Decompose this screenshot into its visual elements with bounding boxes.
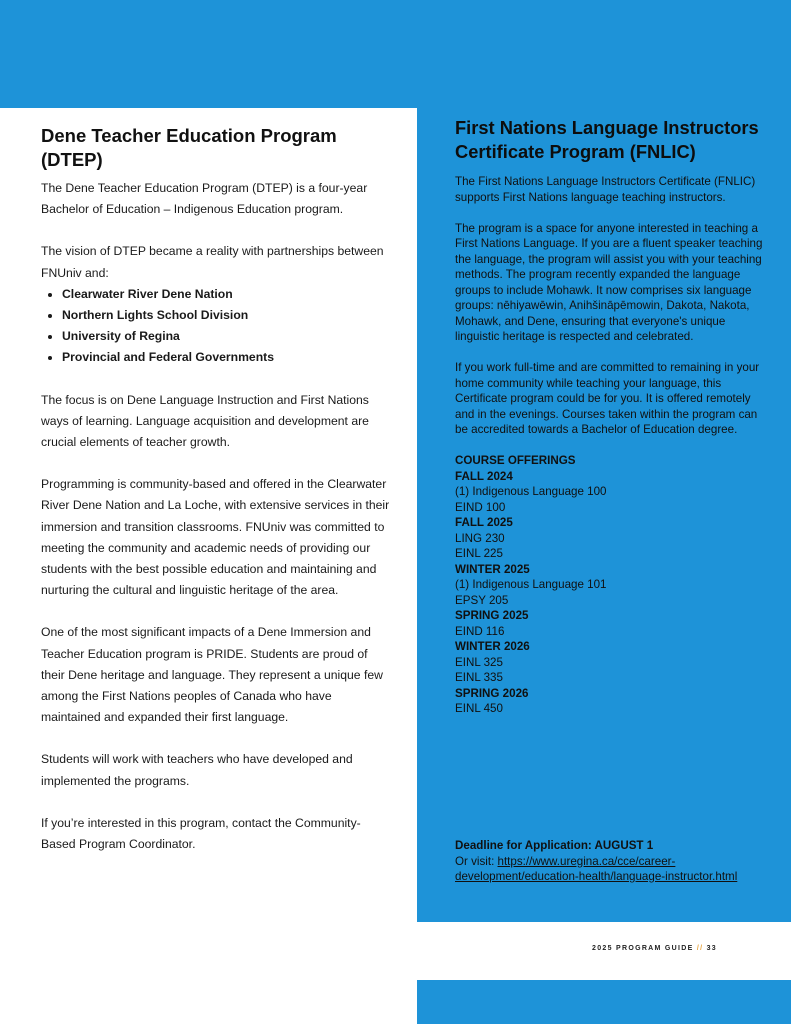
course-item: EINL 325 [455, 655, 503, 669]
program-link[interactable]: https://www.uregina.ca/cce/career-development/education-health/language-instructor.html [455, 854, 738, 883]
dtep-intro: The Dene Teacher Education Program (DTEP) is a four-year Bachelor of Education – Indigenous Education program. [41, 181, 368, 217]
course-item: EIND 100 [455, 500, 506, 514]
fnlic-title: First Nations Language Instructors Certificate Program (FNLIC) [455, 117, 759, 162]
footer-slashes: // [696, 945, 704, 952]
course-item: EPSY 205 [455, 593, 509, 607]
term-heading: SPRING 2025 [455, 609, 529, 622]
footer-guide-label: 2025 PROGRAM GUIDE [592, 945, 694, 952]
course-item: LING 230 [455, 531, 505, 545]
fnlic-eligibility: If you work full-time and are committed to remaining in your home community while teaching your language, this Certificate program could be for you. It is offered remotely and in the evenings. Courses taken within the program can be accredited towards a Bachelor of Education degree. [455, 361, 760, 436]
course-offerings-heading: COURSE OFFERINGS [455, 454, 576, 467]
deadline-text: Deadline for Application: AUGUST 1 [455, 839, 654, 852]
fnlic-section [455, 116, 767, 717]
course-item: (1) Indigenous Language 100 [455, 485, 607, 498]
dtep-section [41, 124, 393, 876]
dtep-programming: Programming is community-based and offered in the Clearwater River Dene Nation and La Loche, with extensive services in their immersion and transition classrooms. FNUniv was committed to meeting the community and academic needs of providing our students with the best possible education and maintaining and nurturing the cultural and linguistic heritage of the area. [41, 477, 390, 598]
dtep-title: Dene Teacher Education Program (DTEP) [41, 125, 337, 170]
list-item: • Northern Lights School Division [62, 305, 393, 326]
dtep-teachers: Students will work with teachers who have developed and implemented the programs. [41, 752, 353, 788]
fnlic-intro: The First Nations Language Instructors Certificate (FNLIC) supports First Nations language teaching instructors. [455, 175, 756, 204]
footer-band [417, 980, 791, 1024]
visit-prefix: Or visit: [455, 854, 498, 868]
list-item: • Provincial and Federal Governments [62, 347, 393, 368]
course-item: (1) Indigenous Language 101 [455, 578, 607, 591]
dtep-impact: One of the most significant impacts of a Dene Immersion and Teacher Education program is PRIDE. Students are proud of their Dene heritage and language. They represent a unique few among the First Nations peoples of Canada who have maintained and expanded their first language. [41, 625, 383, 725]
list-item: • University of Regina [62, 326, 393, 347]
course-offerings [455, 453, 767, 717]
dtep-vision: The vision of DTEP became a reality with partnerships between FNUniv and: [41, 244, 384, 280]
course-item: EINL 335 [455, 671, 503, 684]
course-item: EINL 450 [455, 702, 503, 715]
page-footer [592, 945, 717, 952]
partner-list [41, 284, 393, 369]
term-heading: FALL 2025 [455, 516, 513, 529]
course-item: EIND 116 [455, 624, 505, 638]
page-number: 33 [706, 945, 717, 952]
term-heading: WINTER 2026 [455, 640, 530, 653]
dtep-contact: If you’re interested in this program, contact the Community-Based Program Coordinator. [41, 815, 361, 852]
term-heading: FALL 2024 [455, 469, 513, 483]
deadline-block [455, 838, 767, 885]
list-item: • Clearwater River Dene Nation [62, 284, 393, 305]
term-heading: SPRING 2026 [455, 686, 529, 700]
fnlic-description: The program is a space for anyone interested in teaching a First Nations Language. If you are a fluent speaker teaching the language, the program will assist you with your teaching methods. The program recently expanded the language groups to include Mohawk. It now comprises six language groups: nēhiyawēwin, Anihšināpēmowin, Dakota, Nakota, Mohawk, and Dene, ensuring that everyone's unique linguistic heritage is respected and celebrated. [455, 221, 763, 343]
course-item: EINL 225 [455, 547, 503, 560]
term-heading: WINTER 2025 [455, 562, 530, 576]
dtep-focus: The focus is on Dene Language Instruction and First Nations ways of learning. Language acquisition and development are crucial elements of teacher growth. [41, 392, 369, 450]
